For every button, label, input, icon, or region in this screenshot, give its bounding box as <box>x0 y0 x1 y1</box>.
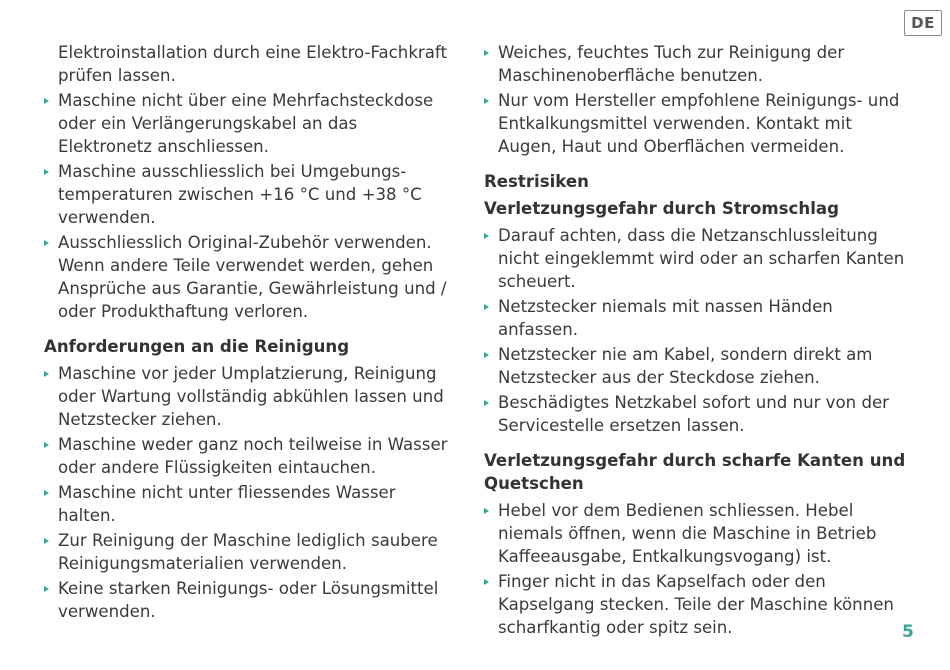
bullet-icon <box>44 371 49 377</box>
list-item: Maschine vor jeder Umplatzierung, Reinigung oder Wartung vollständig abkühlen lassen und Netzstecker ziehen. <box>44 362 454 431</box>
bullet-icon <box>44 169 49 175</box>
bullet-icon <box>44 586 49 592</box>
left-column <box>44 41 454 625</box>
right-column <box>484 41 914 641</box>
list-item: Maschine nicht über eine Mehrfachsteckdose oder ein Verlängerungskabel an das Elektronetz anschliessen. <box>44 89 454 158</box>
list-item: Weiches, feuchtes Tuch zur Reinigung der Maschinenoberfläche benutzen. <box>484 41 914 87</box>
intro-text: Elektroinstallation durch eine Elektro-Fachkraft prüfen lassen. <box>58 43 447 85</box>
list-item: Ausschliesslich Original-Zubehör verwenden. Wenn andere Teile verwendet werden, gehen Ansprüche aus Garantie, Gewährleistung und / oder Produkthaftung verloren. <box>44 231 454 323</box>
list-item: Zur Reinigung der Maschine lediglich saubere Reinigungsmaterialien verwenden. <box>44 529 454 575</box>
list-item: Beschädigtes Netzkabel sofort und nur von der Servicestelle ersetzen lassen. <box>484 391 914 437</box>
list-item: Netzstecker nie am Kabel, sondern direkt am Netzstecker aus der Steckdose ziehen. <box>484 343 914 389</box>
bullet-icon <box>44 240 49 246</box>
bullet-icon <box>484 579 489 585</box>
list-item: Maschine nicht unter fliessendes Wasser halten. <box>44 481 454 527</box>
bullet-icon <box>44 98 49 104</box>
bullet-icon <box>484 98 489 104</box>
bullet-icon <box>484 400 489 406</box>
section-heading-residual-risks: Restrisiken <box>484 172 589 191</box>
list-item: Hebel vor dem Bedienen schliessen. Hebel niemals öffnen, wenn die Maschine in Betrieb Kaffeeausgabe, Entkalkungsvogang) ist. <box>484 499 914 568</box>
bullet-icon <box>484 508 489 514</box>
list-item: Maschine weder ganz noch teilweise in Wasser oder andere Flüssigkeiten eintauchen. <box>44 433 454 479</box>
list-item: Netzstecker niemals mit nassen Händen anfassen. <box>484 295 914 341</box>
list-item: Keine starken Reinigungs- oder Lösungsmittel verwenden. <box>44 577 454 623</box>
bullet-icon <box>484 233 489 239</box>
section-heading-cleaning: Anforderungen an die Reinigung <box>44 337 350 356</box>
section-heading-electric-shock: Verletzungsgefahr durch Stromschlag <box>484 199 839 218</box>
bullet-icon <box>44 538 49 544</box>
section-heading-sharp-edges: Verletzungsgefahr durch scharfe Kanten und Quetschen <box>484 451 906 493</box>
list-item: Maschine ausschliesslich bei Umgebungs-temperaturen zwischen +16 °C und +38 °C verwenden. <box>44 160 454 229</box>
bullet-icon <box>44 490 49 496</box>
page-number: 5 <box>902 622 914 642</box>
bullet-icon <box>484 304 489 310</box>
list-item: Nur vom Hersteller empfohlene Reinigungs- und Entkalkungsmittel verwenden. Kontakt mit Augen, Haut und Oberflächen vermeiden. <box>484 89 914 158</box>
language-badge: DE <box>904 10 942 36</box>
bullet-icon <box>44 442 49 448</box>
list-item: Finger nicht in das Kapselfach oder den Kapselgang stecken. Teile der Maschine können scharfkantig oder spitz sein. <box>484 570 914 639</box>
list-item: Darauf achten, dass die Netzanschlussleitung nicht eingeklemmt wird oder an scharfen Kanten scheuert. <box>484 224 914 293</box>
bullet-icon <box>484 352 489 358</box>
bullet-icon <box>484 50 489 56</box>
